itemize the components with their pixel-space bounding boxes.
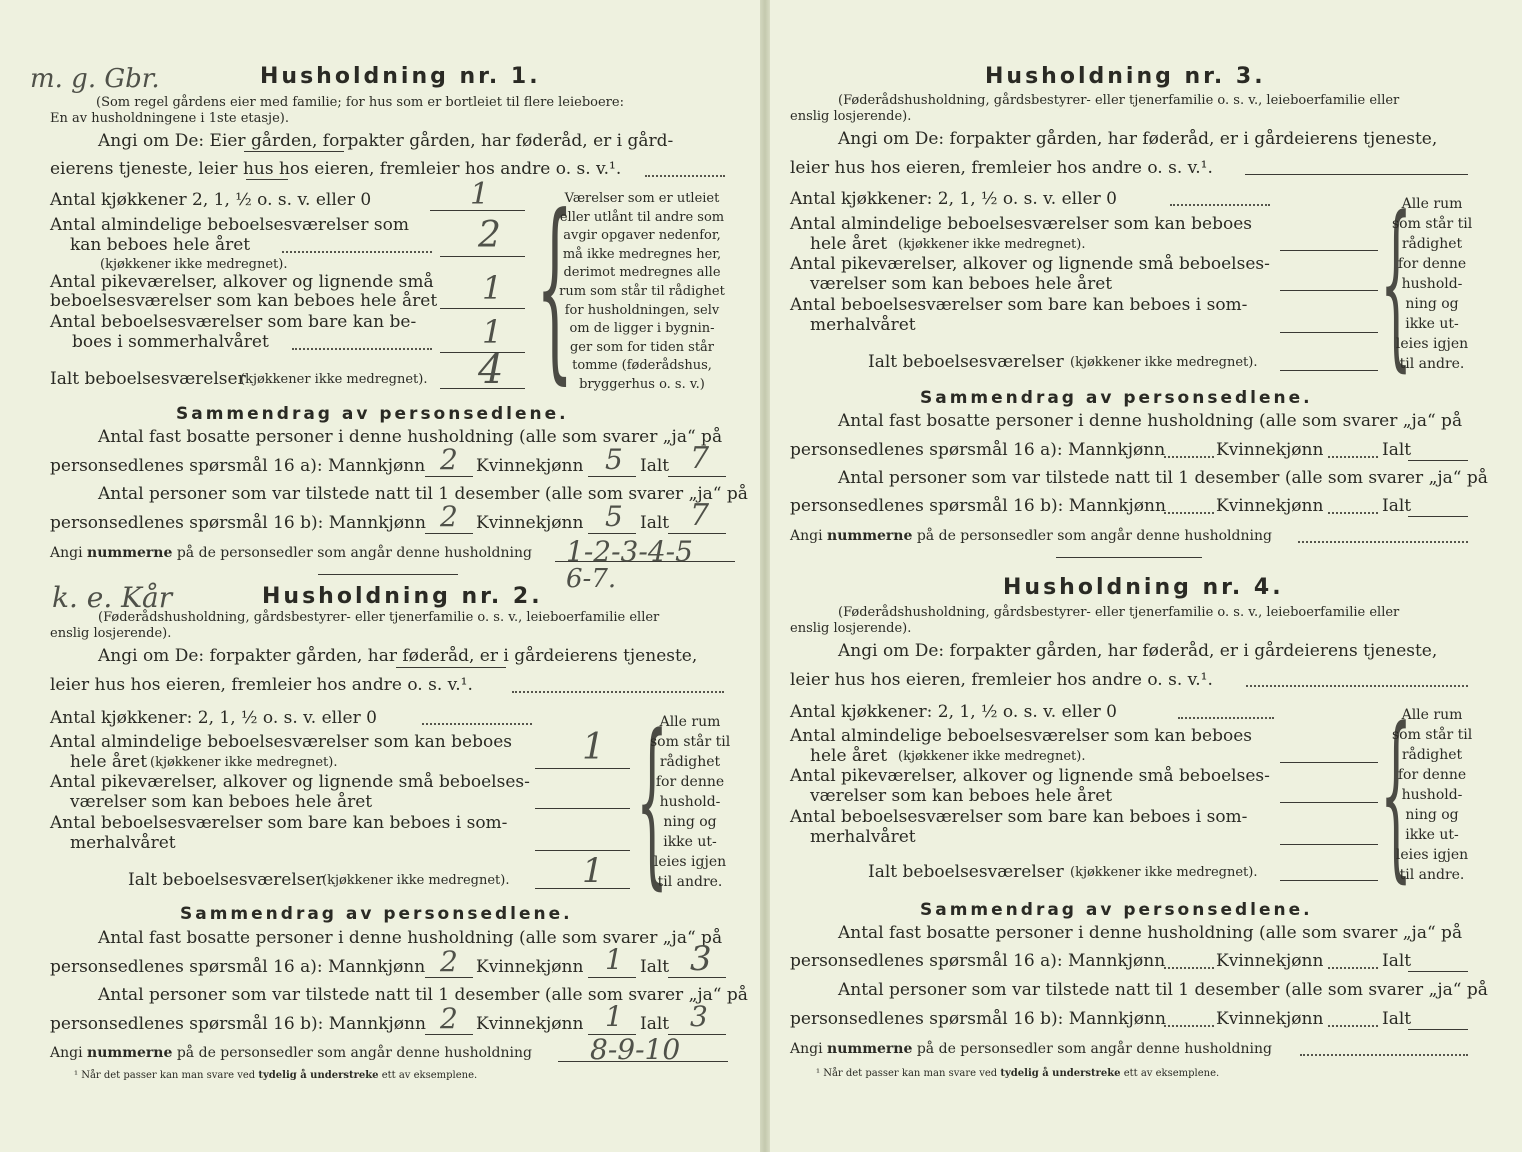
hh1-alm-value: 2 (478, 215, 501, 256)
hh3-side-line: ning og (1405, 296, 1459, 312)
hh4-kjokken-dots (1178, 717, 1274, 719)
hh1-numbers-post: på de personsedler som angår denne husholdning (176, 545, 532, 561)
hh3-b-k-line (1328, 512, 1378, 514)
right-footnote-pre: ¹ Når det passer kan man svare ved (816, 1068, 998, 1079)
hh1-side-line: Værelser som er utleiet (564, 191, 720, 206)
hh2-alm-line (535, 768, 630, 769)
hh3-summary-b-line1: Antal personer som var tilstede natt til 1 desember (alle som svarer „ja“ på (838, 468, 1488, 488)
hh2-side-line: ning og (663, 814, 717, 830)
hh2-alm-note: (kjøkkener ikke medregnet). (150, 755, 338, 770)
hh4-pike-line (1280, 802, 1378, 803)
hh2-side-note (650, 712, 730, 892)
hh3-angi-line2: leier hus hos eieren, fremleier hos andre o. s. v.¹. (790, 158, 1213, 178)
hh2-side-line: som står til (650, 734, 731, 750)
hh2-angi-line2: leier hus hos eieren, fremleier hos andre o. s. v.¹. (50, 675, 473, 695)
hh1-side-line: tomme (føderådshus, (572, 358, 712, 374)
hh4-angi-line2: leier hus hos eieren, fremleier hos andre o. s. v.¹. (790, 670, 1213, 690)
hh3-alm-label-1: Antal almindelige beboelsesværelser som kan beboes (790, 214, 1252, 234)
hh3-numbers-pre: Angi (790, 528, 823, 544)
hh1-side-line: rum som står til rådighet (559, 283, 725, 299)
hh2-a-ialt-label: Ialt (640, 957, 670, 977)
hh2-numbers-post: på de personsedler som angår denne husholdning (176, 1045, 532, 1061)
hh2-angi-line1: Angi om De: forpakter gården, har føderåd, er i gårdeierens tjeneste, (98, 646, 698, 666)
hh4-numbers-pre: Angi (790, 1041, 823, 1057)
hh3-side-line: rådighet (1401, 236, 1463, 252)
hh3-numbers-post: på de personsedler som angår denne husholdning (916, 528, 1272, 544)
hh4-side-line: som står til (1392, 727, 1473, 743)
hh2-a-i-value: 3 (690, 939, 712, 979)
hh3-alm-line (1280, 250, 1378, 251)
hh4-b-k-line (1328, 1025, 1378, 1027)
hh1-sommer-label-1: Antal beboelsesværelser som bare kan be- (50, 312, 417, 332)
hh3-side-line: Alle rum (1401, 196, 1463, 212)
hh2-numbers-value: 8-9-10 (590, 1033, 681, 1066)
hh3-side-note (1392, 194, 1472, 374)
hh2-b-i-value: 3 (690, 1000, 708, 1033)
hh2-pike-label-2: værelser som kan beboes hele året (70, 792, 373, 812)
hh2-summary-title: Sammendrag av personsedlene. (180, 904, 573, 924)
hh4-b-m-line (1164, 1025, 1214, 1027)
hh1-sommer-label-2: boes i sommerhalvåret (72, 332, 269, 352)
hh4-sommer-label-1: Antal beboelsesværelser som bare kan beboes i som- (790, 807, 1248, 827)
hh1-b-m-line (425, 533, 473, 534)
hh3-b-kvinne-label: Kvinnekjønn (1216, 496, 1324, 516)
hh2-title: Husholdning nr. 2. (262, 584, 543, 609)
hh2-kjokken-dots (422, 723, 532, 725)
hh1-ialt-value: 4 (478, 347, 504, 393)
hh1-b-k-value: 5 (605, 500, 623, 533)
hh1-summary-a-line1: Antal fast bosatte personer i denne husholdning (alle som svarer „ja“ på (98, 427, 723, 447)
hh4-a-kvinne-label: Kvinnekjønn (1216, 951, 1324, 971)
hh3-title: Husholdning nr. 3. (985, 64, 1266, 89)
right-footnote-bold: tydelig å understreke (1000, 1068, 1121, 1079)
hh3-ialt-line (1280, 370, 1378, 371)
hh1-pike-value: 1 (482, 269, 503, 307)
hh4-b-kvinne-label: Kvinnekjønn (1216, 1009, 1324, 1029)
hh4-numbers-label (790, 1042, 1272, 1056)
hh2-angi-line (512, 691, 724, 693)
hh1-a-i-line (668, 476, 726, 477)
handwritten-annotation-top: m. g. Gbr. (30, 64, 160, 94)
hh2-numbers-bold: nummerne (87, 1045, 173, 1061)
hh4-side-line: for denne (1397, 767, 1467, 783)
hh1-eier-underline (244, 151, 344, 152)
hh3-b-ialt-label: Ialt (1382, 496, 1412, 516)
hh4-side-line: ning og (1405, 807, 1459, 823)
hh1-side-line: for husholdningen, selv (564, 302, 720, 318)
hh3-ialt-note: (kjøkkener ikke medregnet). (1070, 355, 1258, 370)
hh1-ialt-note: (kjøkkener ikke medregnet). (240, 372, 428, 387)
hh4-side-line: hushold- (1401, 787, 1463, 803)
hh4-ialt-note: (kjøkkener ikke medregnet). (1070, 865, 1258, 880)
hh1-a-kvinne-label: Kvinnekjønn (476, 456, 584, 476)
handwritten-annotation-mid: k. e. Kår (52, 581, 173, 614)
hh3-b-i-line (1408, 516, 1468, 517)
hh1-kjokken-label: Antal kjøkkener 2, 1, ½ o. s. v. eller 0 (50, 190, 372, 210)
hh4-b-i-line (1408, 1029, 1468, 1030)
hh2-alm-label-1: Antal almindelige beboelsesværelser som kan beboes (50, 732, 512, 752)
hh2-pike-label-1: Antal pikeværelser, alkover og lignende små beboelses- (50, 772, 530, 792)
hh4-sommer-line (1280, 844, 1378, 845)
hh2-side-brace: { (636, 697, 669, 906)
hh1-leier-underline (246, 179, 288, 180)
hh1-separator (318, 574, 458, 575)
hh1-angi-line (645, 175, 725, 177)
hh2-side-line: ikke ut- (663, 834, 717, 850)
hh2-b-kvinne-label: Kvinnekjønn (476, 1014, 584, 1034)
hh1-alm-note: (kjøkkener ikke medregnet). (100, 257, 288, 272)
hh1-side-line: avgir opgaver nedenfor, (563, 228, 721, 244)
hh3-numbers-line (1298, 541, 1468, 543)
hh4-b-ialt-label: Ialt (1382, 1009, 1412, 1029)
hh4-side-line: Alle rum (1401, 707, 1463, 723)
hh3-note-line1: (Føderådshusholdning, gårdsbestyrer- eller tjenerfamilie o. s. v., leieboerfamilie eller (838, 93, 1400, 108)
hh4-summary-b-line1: Antal personer som var tilstede natt til 1 desember (alle som svarer „ja“ på (838, 980, 1488, 1000)
hh4-angi-line (1246, 685, 1468, 687)
hh1-numbers-value: 1-2-3-4-5 (566, 535, 693, 568)
hh4-a-k-line (1328, 967, 1378, 969)
left-footnote-post: ett av eksemplene. (381, 1070, 478, 1081)
hh1-side-line: om de ligger i bygnin- (569, 321, 715, 337)
hh4-a-ialt-label: Ialt (1382, 951, 1412, 971)
hh1-angi-line1: Angi om De: Eier gården, forpakter gården, har føderåd, er i gård- (98, 131, 674, 151)
left-footnote (74, 1071, 477, 1081)
hh3-summary-title: Sammendrag av personsedlene. (920, 388, 1313, 408)
hh2-side-line: rådighet (659, 754, 721, 770)
hh1-a-k-line (588, 476, 636, 477)
hh3-a-m-line (1164, 456, 1214, 458)
hh3-summary-a-line1: Antal fast bosatte personer i denne husholdning (alle som svarer „ja“ på (838, 411, 1463, 431)
hh2-ialt-note: (kjøkkener ikke medregnet). (322, 873, 510, 888)
hh1-numbers-bold: nummerne (87, 545, 173, 561)
hh1-side-brace: { (536, 174, 574, 402)
hh3-side-line: leies igjen (1395, 336, 1469, 352)
hh4-side-line: rådighet (1401, 747, 1463, 763)
hh3-side-line: hushold- (1401, 276, 1463, 292)
hh4-side-note (1392, 705, 1472, 885)
hh4-summary-b-line2: personsedlenes spørsmål 16 b): Mannkjønn (790, 1009, 1166, 1029)
hh4-pike-label-2: værelser som kan beboes hele året (810, 786, 1113, 806)
left-page (0, 0, 760, 1152)
hh4-note-line1: (Føderådshusholdning, gårdsbestyrer- eller tjenerfamilie o. s. v., leieboerfamilie eller (838, 605, 1400, 620)
hh2-kjokken-label: Antal kjøkkener: 2, 1, ½ o. s. v. eller 0 (50, 708, 377, 728)
hh3-a-ialt-label: Ialt (1382, 440, 1412, 460)
hh1-numbers-pre: Angi (50, 545, 83, 561)
hh2-numbers-label (50, 1046, 532, 1060)
hh3-separator (1056, 557, 1202, 558)
hh4-a-m-line (1164, 967, 1214, 969)
hh3-pike-line (1280, 290, 1378, 291)
hh1-note-line1: (Som regel gårdens eier med familie; for hus som er bortleiet til flere leieboere: (96, 95, 624, 110)
hh1-summary-title: Sammendrag av personsedlene. (176, 404, 569, 424)
hh3-numbers-bold: nummerne (827, 528, 913, 544)
hh2-a-kvinne-label: Kvinnekjønn (476, 957, 584, 977)
hh4-ialt-line (1280, 880, 1378, 881)
hh3-angi-line (1245, 174, 1468, 175)
hh2-note-line2: enslig losjerende). (50, 626, 172, 641)
hh1-b-m-value: 2 (440, 500, 458, 533)
right-page (770, 0, 1522, 1152)
hh2-numbers-pre: Angi (50, 1045, 83, 1061)
hh1-alm-label-2: kan beboes hele året (70, 235, 251, 255)
hh1-a-k-value: 5 (605, 443, 623, 476)
hh4-alm-line (1280, 762, 1378, 763)
right-footnote (816, 1069, 1219, 1079)
hh1-a-m-value: 2 (440, 443, 458, 476)
hh4-ialt-label: Ialt beboelsesværelser (868, 862, 1064, 882)
hh4-summary-title: Sammendrag av personsedlene. (920, 900, 1313, 920)
right-footnote-post: ett av eksemplene. (1123, 1068, 1220, 1079)
hh1-side-line: bryggerhus o. s. v.) (579, 376, 705, 392)
hh1-side-line: ger som for tiden står (569, 339, 715, 355)
hh2-sommer-label-2: merhalvåret (70, 833, 176, 853)
hh1-sommer-value: 1 (482, 313, 503, 351)
hh4-note-line2: enslig losjerende). (790, 621, 912, 636)
hh2-alm-value: 1 (582, 727, 605, 768)
hh1-b-k-line (588, 533, 636, 534)
hh1-b-kvinne-label: Kvinnekjønn (476, 513, 584, 533)
hh3-b-m-line (1164, 512, 1214, 514)
hh1-a-m-line (425, 476, 473, 477)
hh1-summary-b-line1: Antal personer som var tilstede natt til 1 desember (alle som svarer „ja“ på (98, 484, 748, 504)
page-fold (760, 0, 770, 1152)
left-footnote-pre: ¹ Når det passer kan man svare ved (74, 1070, 256, 1081)
hh4-side-line: leies igjen (1395, 847, 1469, 863)
hh1-a-i-value: 7 (690, 441, 710, 476)
hh2-b-m-value: 2 (440, 1002, 458, 1035)
hh3-alm-note: (kjøkkener ikke medregnet). (898, 237, 1086, 252)
hh2-side-line: for denne (655, 774, 725, 790)
hh2-summary-b-line1: Antal personer som var tilstede natt til 1 desember (alle som svarer „ja“ på (98, 985, 748, 1005)
hh1-b-i-value: 7 (690, 498, 710, 533)
left-footnote-bold: tydelig å understreke (258, 1070, 379, 1081)
hh3-alm-label-2: hele året (810, 234, 888, 254)
hh3-pike-label-1: Antal pikeværelser, alkover og lignende små beboelses- (790, 254, 1270, 274)
hh3-pike-label-2: værelser som kan beboes hele året (810, 274, 1113, 294)
hh4-numbers-bold: nummerne (827, 1041, 913, 1057)
hh3-ialt-label: Ialt beboelsesværelser (868, 352, 1064, 372)
hh2-ialt-label: Ialt beboelsesværelser (128, 870, 324, 890)
hh1-alm-dots (282, 251, 432, 253)
hh3-side-brace: { (1380, 179, 1413, 388)
hh1-side-note (556, 190, 728, 395)
hh1-kjokken-value: 1 (470, 177, 490, 212)
hh2-alm-label-2: hele året (70, 752, 148, 772)
hh3-side-line: for denne (1397, 256, 1467, 272)
hh4-sommer-label-2: merhalvåret (810, 827, 916, 847)
hh2-a-k-line (588, 977, 636, 978)
hh2-side-line: leies igjen (653, 854, 727, 870)
hh3-a-kvinne-label: Kvinnekjønn (1216, 440, 1324, 460)
hh1-numbers-value-2: 6-7. (566, 564, 617, 594)
hh4-alm-label-2: hele året (810, 746, 888, 766)
hh2-summary-b-line2: personsedlenes spørsmål 16 b): Mannkjønn (50, 1014, 426, 1034)
hh3-sommer-label-2: merhalvåret (810, 315, 916, 335)
hh4-side-brace: { (1380, 690, 1413, 899)
hh2-side-line: hushold- (659, 794, 721, 810)
hh4-summary-a-line1: Antal fast bosatte personer i denne husholdning (alle som svarer „ja“ på (838, 923, 1463, 943)
hh1-note-line2: En av husholdningene i 1ste etasje). (50, 111, 289, 126)
hh2-summary-a-line1: Antal fast bosatte personer i denne husholdning (alle som svarer „ja“ på (98, 928, 723, 948)
hh3-sommer-label-1: Antal beboelsesværelser som bare kan beboes i som- (790, 295, 1248, 315)
hh4-title: Husholdning nr. 4. (1003, 575, 1284, 600)
hh3-sommer-line (1280, 332, 1378, 333)
hh2-summary-a-line2: personsedlenes spørsmål 16 a): Mannkjønn (50, 957, 426, 977)
hh1-angi-line2: eierens tjeneste, leier hus hos eieren, fremleier hos andre o. s. v.¹. (50, 159, 622, 179)
hh3-kjokken-dots (1170, 204, 1270, 206)
hh1-alm-line (440, 256, 525, 257)
hh1-side-line: eller utlånt til andre som (559, 209, 725, 225)
hh1-pike-label-2: beboelsesværelser som kan beboes hele året (50, 291, 438, 311)
hh3-numbers-label (790, 529, 1272, 543)
hh3-a-i-line (1408, 460, 1468, 461)
hh3-summary-b-line2: personsedlenes spørsmål 16 b): Mannkjønn (790, 496, 1166, 516)
hh3-kjokken-label: Antal kjøkkener: 2, 1, ½ o. s. v. eller 0 (790, 189, 1117, 209)
hh1-alm-label-1: Antal almindelige beboelsesværelser som (50, 215, 409, 235)
hh1-title: Husholdning nr. 1. (260, 64, 541, 89)
hh1-side-line: derimot medregnes alle (563, 265, 721, 281)
hh1-ialt-label: Ialt beboelsesværelser (50, 369, 246, 389)
hh2-side-line: Alle rum (659, 714, 721, 730)
hh2-b-k-value: 1 (605, 1000, 623, 1033)
hh4-numbers-line (1300, 1054, 1468, 1056)
hh1-numbers-label (50, 546, 532, 560)
hh1-summary-a-line2: personsedlenes spørsmål 16 a): Mannkjønn (50, 456, 426, 476)
hh4-angi-line1: Angi om De: forpakter gården, har føderåd, er i gårdeierens tjeneste, (838, 641, 1438, 661)
hh3-a-k-line (1328, 456, 1378, 458)
hh4-pike-label-1: Antal pikeværelser, alkover og lignende små beboelses- (790, 766, 1270, 786)
hh1-sommer-dots (292, 348, 432, 350)
hh4-kjokken-label: Antal kjøkkener: 2, 1, ½ o. s. v. eller 0 (790, 702, 1117, 722)
hh1-b-i-line (668, 533, 726, 534)
hh3-side-line: som står til (1392, 216, 1473, 232)
hh3-angi-line1: Angi om De: forpakter gården, har føderåd, er i gårdeierens tjeneste, (838, 129, 1438, 149)
hh4-numbers-post: på de personsedler som angår denne husholdning (916, 1041, 1272, 1057)
hh3-side-line: til andre. (1399, 356, 1465, 372)
hh4-a-i-line (1408, 971, 1468, 972)
hh1-pike-line (440, 308, 525, 309)
hh3-side-line: ikke ut- (1405, 316, 1459, 332)
hh2-b-ialt-label: Ialt (640, 1014, 670, 1034)
hh2-sommer-label-1: Antal beboelsesværelser som bare kan beboes i som- (50, 813, 508, 833)
hh2-pike-line (535, 808, 630, 809)
hh1-side-line: må ikke medregnes her, (562, 246, 722, 262)
hh1-summary-b-line2: personsedlenes spørsmål 16 b): Mannkjønn (50, 513, 426, 533)
hh1-a-ialt-label: Ialt (640, 456, 670, 476)
hh2-ialt-value: 1 (582, 851, 604, 891)
hh4-alm-label-1: Antal almindelige beboelsesværelser som kan beboes (790, 726, 1252, 746)
hh1-pike-label-1: Antal pikeværelser, alkover og lignende små (50, 272, 434, 292)
hh4-side-line: ikke ut- (1405, 827, 1459, 843)
hh3-summary-a-line2: personsedlenes spørsmål 16 a): Mannkjønn (790, 440, 1166, 460)
hh2-a-k-value: 1 (605, 943, 623, 976)
hh2-a-m-value: 2 (440, 945, 458, 978)
hh2-federad-underline (396, 667, 506, 668)
hh4-alm-note: (kjøkkener ikke medregnet). (898, 749, 1086, 764)
hh2-note-line1: (Føderådshusholdning, gårdsbestyrer- eller tjenerfamilie o. s. v., leieboerfamilie eller (98, 610, 660, 625)
hh4-side-line: til andre. (1399, 867, 1465, 883)
hh1-b-ialt-label: Ialt (640, 513, 670, 533)
hh2-side-line: til andre. (657, 874, 723, 890)
hh3-note-line2: enslig losjerende). (790, 109, 912, 124)
hh4-summary-a-line2: personsedlenes spørsmål 16 a): Mannkjønn (790, 951, 1166, 971)
